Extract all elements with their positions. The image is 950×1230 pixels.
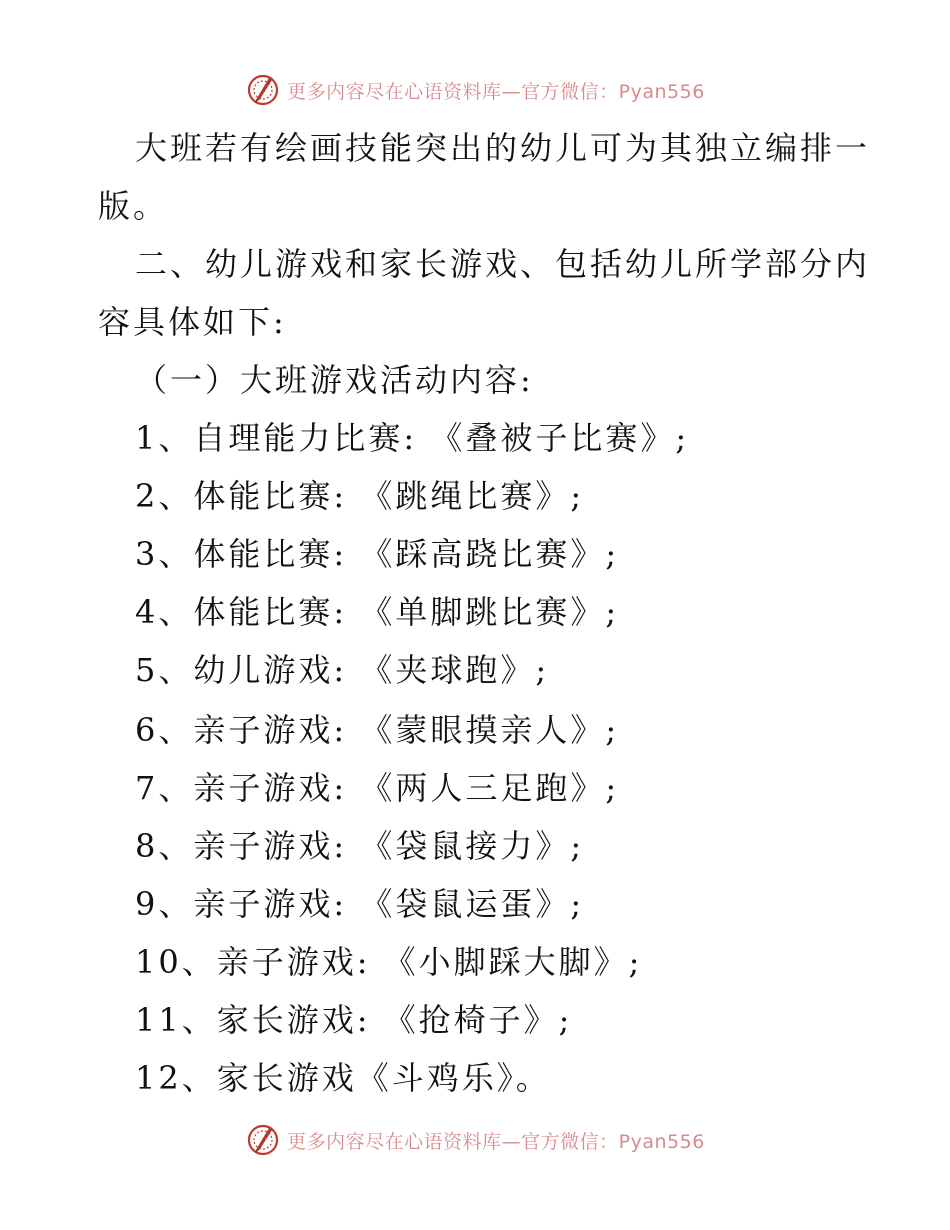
section-heading-continued: 容具体如下: <box>98 303 287 341</box>
subsection-heading: （一）大班游戏活动内容: <box>135 361 534 399</box>
activity-item: 5、幼儿游戏: 《夹球跑》; <box>135 651 550 689</box>
activity-item: 8、亲子游戏: 《袋鼠接力》; <box>135 827 585 865</box>
activity-item: 9、亲子游戏: 《袋鼠运蛋》; <box>135 885 585 923</box>
pen-nib-seal-icon <box>245 1122 281 1158</box>
activity-item: 7、亲子游戏: 《两人三足跑》; <box>135 769 620 807</box>
watermark-header <box>0 70 950 110</box>
activity-item: 4、体能比赛: 《单脚跳比赛》; <box>135 593 620 631</box>
pen-nib-seal-icon <box>245 72 281 108</box>
section-heading: 二、幼儿游戏和家长游戏、包括幼儿所学部分内 <box>135 245 871 283</box>
watermark-text: 更多内容尽在心语资料库—官方微信：Pyan556 <box>287 80 705 103</box>
activity-item: 10、亲子游戏: 《小脚踩大脚》; <box>135 943 643 981</box>
activity-item: 2、体能比赛: 《跳绳比赛》; <box>135 477 585 515</box>
watermark-text: 更多内容尽在心语资料库—官方微信：Pyan556 <box>287 1130 705 1153</box>
activity-item: 3、体能比赛: 《踩高跷比赛》; <box>135 535 620 573</box>
activity-item: 6、亲子游戏: 《蒙眼摸亲人》; <box>135 711 620 749</box>
watermark-footer <box>0 1120 950 1160</box>
paragraph-line: 大班若有绘画技能突出的幼儿可为其独立编排一 <box>135 129 871 167</box>
paragraph-line: 版。 <box>98 187 169 225</box>
activity-item: 12、家长游戏《斗鸡乐》。 <box>135 1059 551 1097</box>
activity-item: 1、自理能力比赛: 《叠被子比赛》; <box>135 419 690 457</box>
activity-item: 11、家长游戏: 《抢椅子》; <box>135 1001 573 1039</box>
